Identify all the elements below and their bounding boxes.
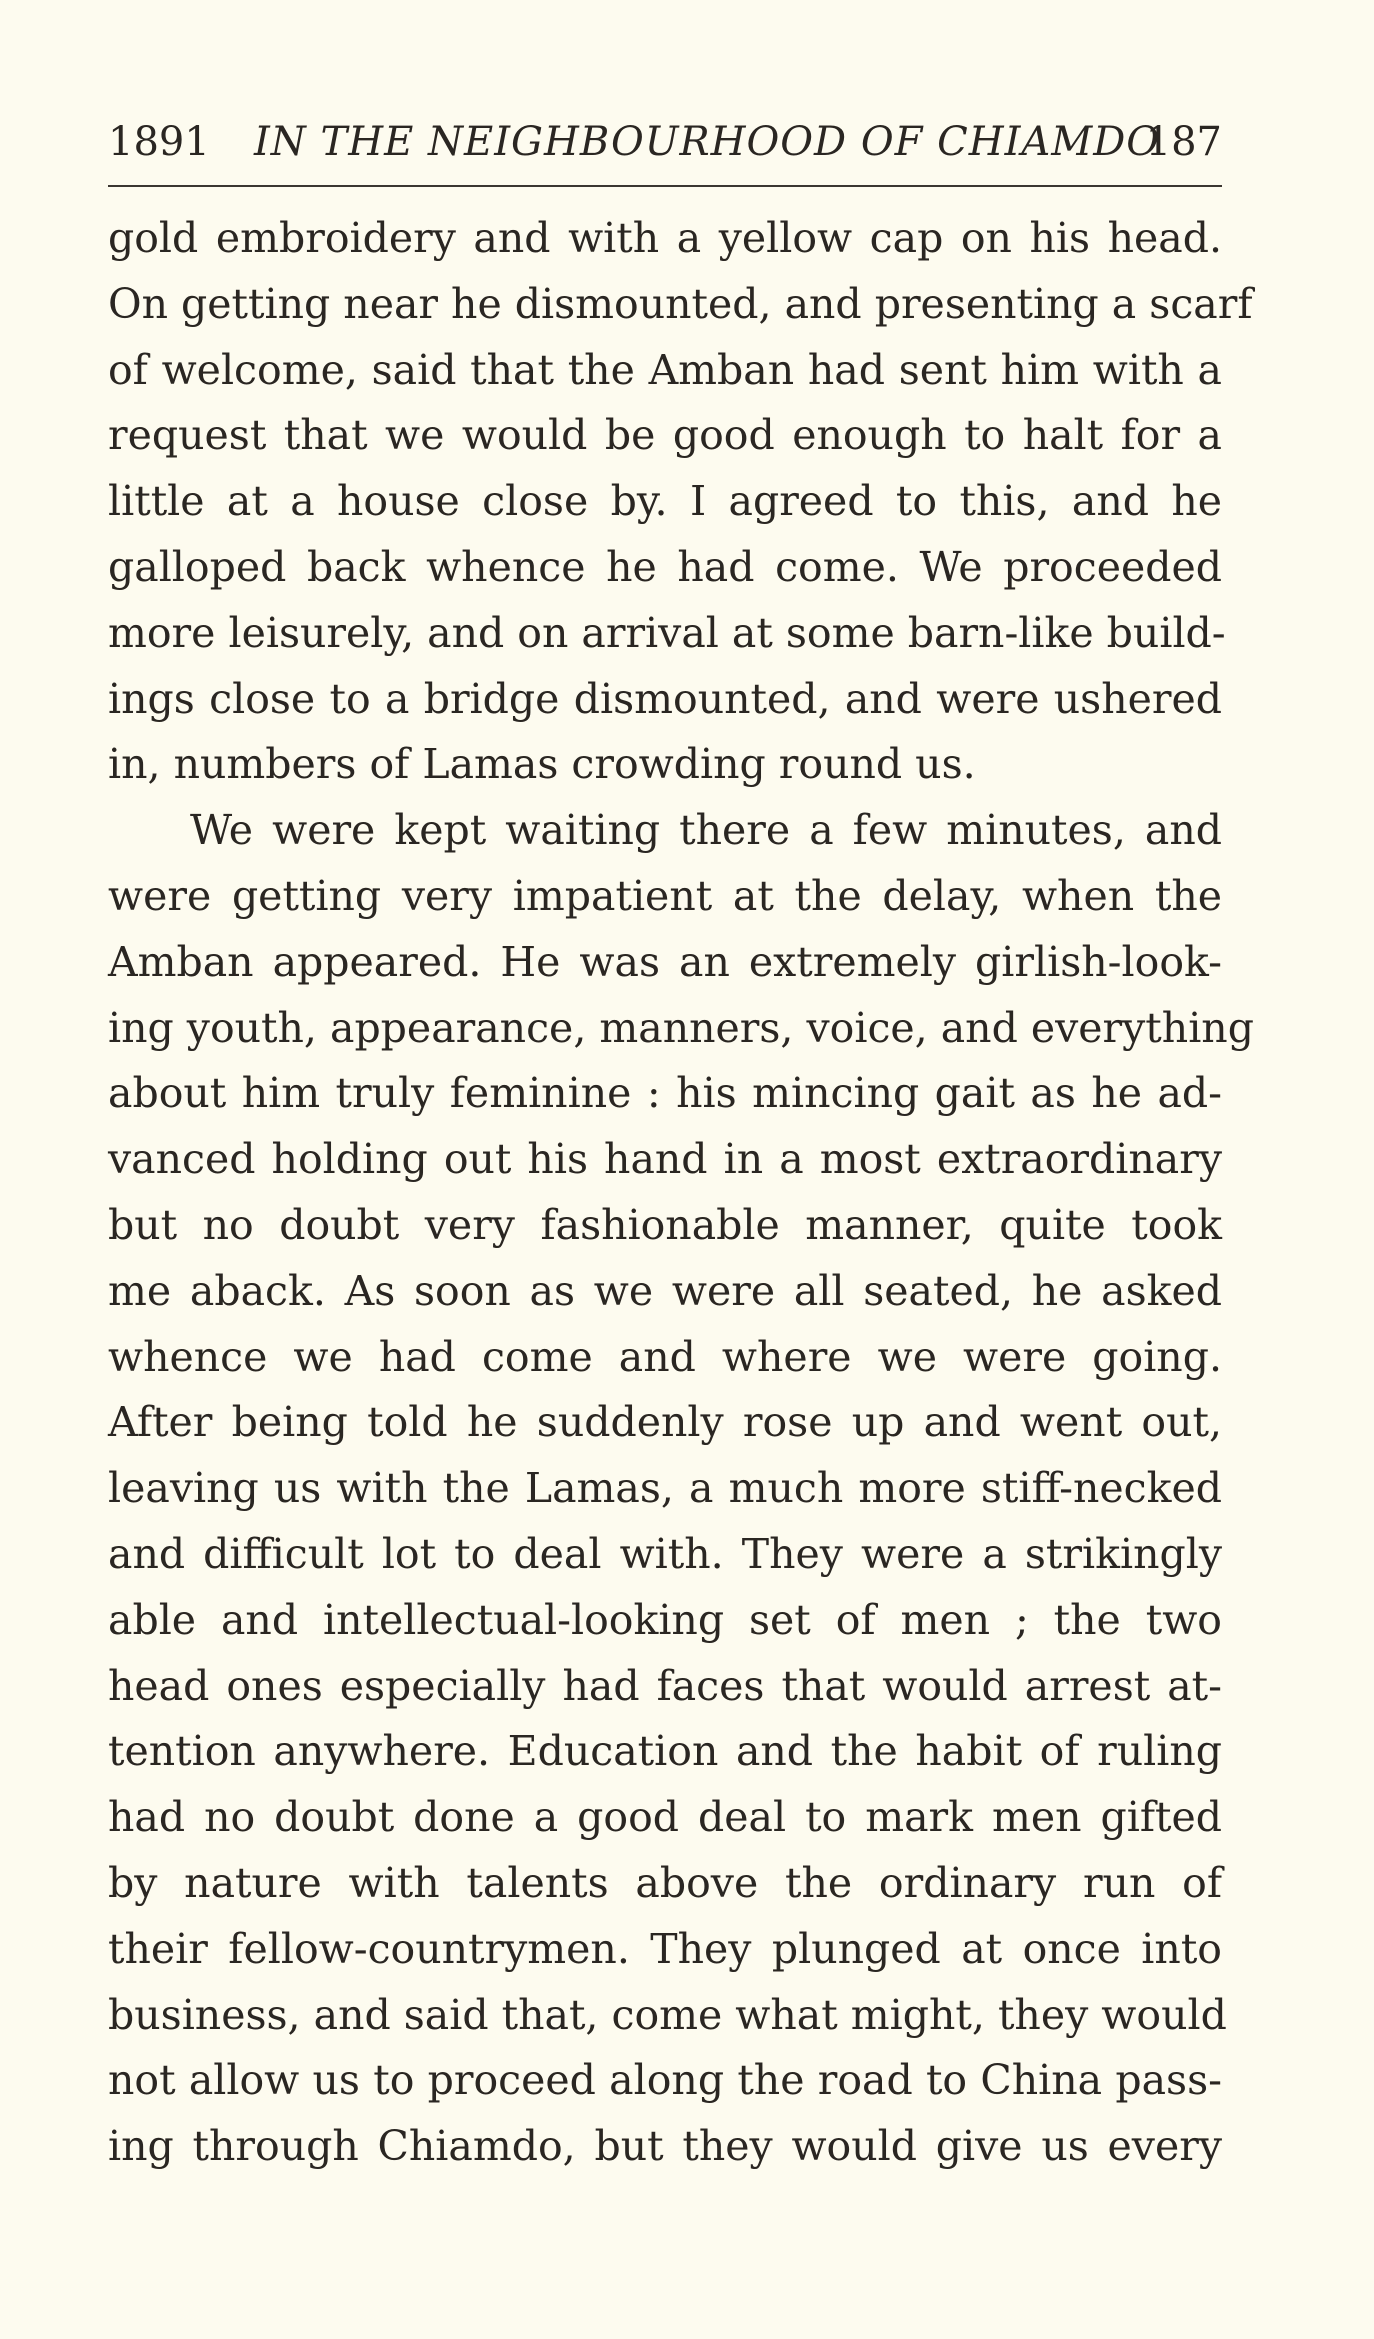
text-line: ings close to a bridge dismounted, and were ushered bbox=[108, 674, 1222, 723]
header-title: IN THE NEIGHBOURHOOD OF CHIAMDO bbox=[254, 119, 1161, 165]
body-text bbox=[108, 206, 1254, 2180]
text-line: tention anywhere. Education and the habit of ruling bbox=[108, 1727, 1222, 1776]
text-line: Amban appeared. He was an extremely girlish-look- bbox=[108, 937, 1222, 986]
paragraph bbox=[108, 206, 1253, 798]
text-line: galloped back whence he had come. We proceeded bbox=[108, 542, 1222, 591]
header-rule bbox=[108, 185, 1222, 187]
text-line: their fellow-countrymen. They plunged at once into bbox=[108, 1924, 1222, 1973]
text-line: On getting near he dismounted, and presenting a scarf bbox=[108, 279, 1253, 328]
text-line: head ones especially had faces that would arrest at- bbox=[108, 1661, 1222, 1710]
text-line: had no doubt done a good deal to mark men gifted bbox=[108, 1793, 1222, 1842]
text-line: about him truly feminine : his mincing gait as he ad- bbox=[108, 1069, 1222, 1118]
paragraph bbox=[108, 798, 1254, 2180]
text-line: of welcome, said that the Amban had sent him with a bbox=[108, 345, 1222, 394]
running-head bbox=[108, 112, 1222, 172]
text-line: and difficult lot to deal with. They were a strikingly bbox=[108, 1529, 1222, 1578]
page-number: 187 bbox=[1145, 119, 1222, 165]
text-line: vanced holding out his hand in a most extraordinary bbox=[108, 1135, 1222, 1184]
text-line: in, numbers of Lamas crowding round us. bbox=[108, 740, 976, 789]
text-line: After being told he suddenly rose up and went out, bbox=[108, 1398, 1222, 1447]
text-line: ing youth, appearance, manners, voice, and everything bbox=[108, 1003, 1254, 1052]
text-line: ing through Chiamdo, but they would give us every bbox=[108, 2122, 1222, 2171]
text-line: little at a house close by. I agreed to this, and he bbox=[108, 477, 1222, 526]
text-line: request that we would be good enough to halt for a bbox=[108, 411, 1222, 460]
text-line: not allow us to proceed along the road to China pass- bbox=[108, 2056, 1222, 2105]
text-line: We were kept waiting there a few minutes, and bbox=[190, 806, 1222, 855]
text-line: business, and said that, come what might, they would bbox=[108, 1990, 1227, 2039]
text-line: more leisurely, and on arrival at some barn-like build- bbox=[108, 608, 1226, 657]
text-line: leaving us with the Lamas, a much more stiff-necked bbox=[108, 1464, 1222, 1513]
text-line: able and intellectual-looking set of men ; the two bbox=[108, 1595, 1222, 1644]
text-line: me aback. As soon as we were all seated, he asked bbox=[108, 1266, 1222, 1315]
text-line: gold embroidery and with a yellow cap on his head. bbox=[108, 214, 1222, 262]
text-line: by nature with talents above the ordinary run of bbox=[108, 1858, 1222, 1907]
text-line: were getting very impatient at the delay, when the bbox=[108, 871, 1222, 920]
text-line: but no doubt very fashionable manner, quite took bbox=[108, 1200, 1222, 1249]
header-year: 1891 bbox=[108, 119, 210, 165]
text-line: whence we had come and where we were going. bbox=[108, 1332, 1222, 1381]
